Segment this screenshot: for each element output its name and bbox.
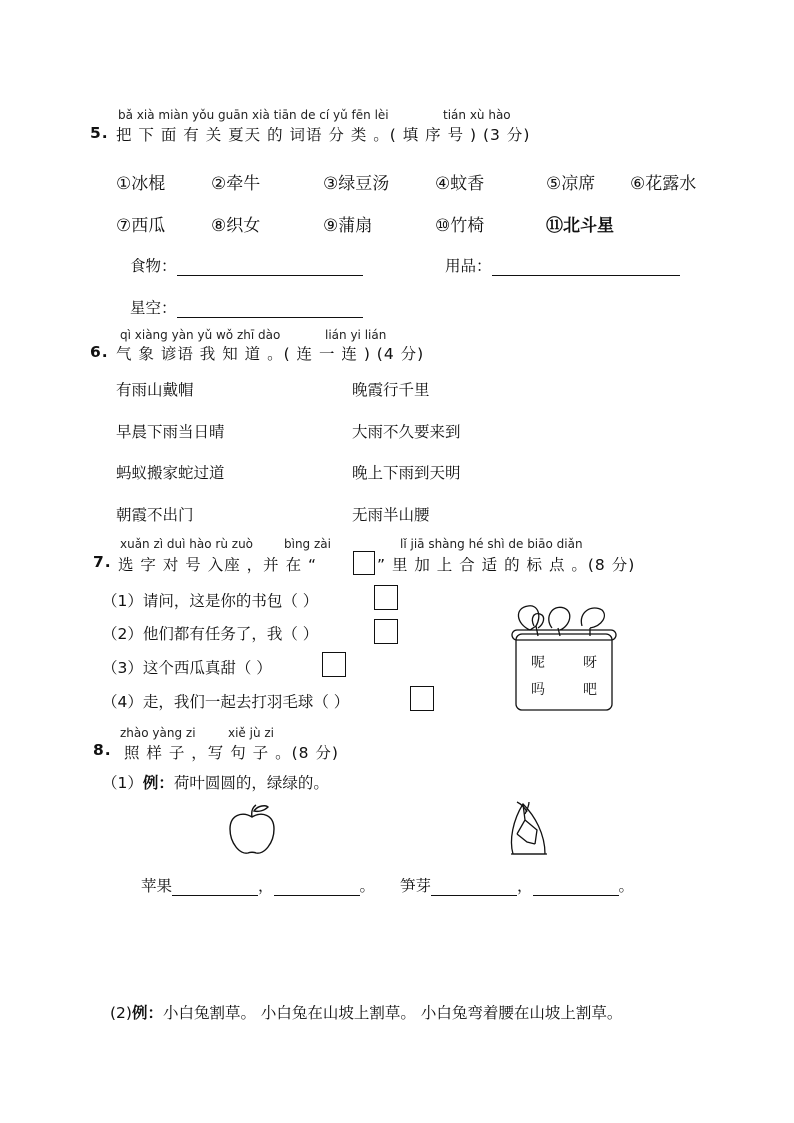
q6-pinyin-a: qì xiàng yàn yǔ wǒ zhī dào <box>120 328 281 342</box>
q7-question-a: 选 字 对 号 入座 ，并 在 “ <box>118 556 318 574</box>
q5-pinyin-a: bǎ xià miàn yǒu guān xià tiān de cí yǔ fēn lèi <box>118 108 389 122</box>
q5-food-row <box>130 254 363 276</box>
q5-option-11: ⑪北斗星 <box>546 216 614 236</box>
q6-right-1[interactable]: 晚霞行千里 <box>352 381 430 399</box>
q7-inline-box <box>353 551 375 575</box>
jar-char-ma[interactable]: 吗 <box>531 682 545 698</box>
q6-left-3[interactable]: 蚂蚁搬家蛇过道 <box>116 464 225 482</box>
q8-example-2 <box>110 1001 622 1023</box>
q7-item-4-box[interactable] <box>410 686 434 711</box>
q8-ex2-text: 小白兔割草。 小白兔在山坡上割草。 小白兔弯着腰在山坡上割草。 <box>162 1004 623 1022</box>
q6-right-3[interactable]: 晚上下雨到天明 <box>352 464 461 482</box>
q8-apple-comma: ， <box>258 877 274 895</box>
q5-option-7: ⑦西瓜 <box>116 216 166 236</box>
q7-item-3: （3）这个西瓜真甜（ ） <box>102 659 272 677</box>
q6-question: 气 象 谚语 我 知 道 。( 连 一 连 ) (4 分) <box>116 345 425 363</box>
q5-question: 把 下 面 有 关 夏天 的 词语 分 类 。( 填 序 号 ) (3 分) <box>116 126 531 144</box>
q5-option-3: ③绿豆汤 <box>323 174 390 194</box>
q7-number: 7. <box>93 553 112 571</box>
q5-items-label: 用品： <box>445 257 492 275</box>
q7-pinyin-b: bìng zài <box>284 537 331 551</box>
q8-bamboo-blank-1[interactable] <box>431 877 517 896</box>
q5-food-blank[interactable] <box>177 257 363 276</box>
jar-illustration <box>508 600 618 714</box>
q8-ex1-label: 例： <box>142 774 174 792</box>
q8-apple-blank-1[interactable] <box>172 877 258 896</box>
jar-char-ne[interactable]: 呢 <box>531 655 545 671</box>
q8-bamboo-period: 。 <box>618 877 635 895</box>
q8-apple-blank-2[interactable] <box>274 877 360 896</box>
q7-item-3-box[interactable] <box>322 652 346 677</box>
q7-item-2: （2）他们都有任务了，我（ ） <box>102 625 319 643</box>
q8-ex1-prefix: （1） <box>102 774 143 792</box>
q7-question-b: ” 里 加 上 合 适 的 标 点 。(8 分) <box>377 556 636 574</box>
q5-sky-label: 星空： <box>130 299 177 317</box>
q5-option-5: ⑤凉席 <box>546 174 596 194</box>
q7-item-4: （4）走，我们一起去打羽毛球（ ） <box>102 693 350 711</box>
q5-items-row <box>445 254 680 276</box>
q8-pinyin-b: xiě jù zi <box>228 726 275 740</box>
q8-apple-period: 。 <box>359 877 376 895</box>
q7-item-2-box[interactable] <box>374 619 398 644</box>
q6-right-4[interactable]: 无雨半山腰 <box>352 506 430 524</box>
q8-bamboo-blank-2[interactable] <box>533 877 619 896</box>
q5-option-2: ②牵牛 <box>211 174 261 194</box>
q5-sky-blank[interactable] <box>177 299 363 318</box>
q8-ex2-label: 例： <box>131 1004 163 1022</box>
q5-option-6: ⑥花露水 <box>630 174 697 194</box>
bamboo-shoot-icon <box>505 800 551 858</box>
q7-pinyin-a: xuǎn zì duì hào rù zuò <box>120 537 254 551</box>
q8-bamboo-label: 笋芽 <box>400 877 432 895</box>
q8-bamboo-row <box>400 874 634 896</box>
q7-item-1-box[interactable] <box>374 585 398 610</box>
q7-pinyin-c: lǐ jiā shàng hé shì de biāo diǎn <box>400 537 583 551</box>
q6-left-2[interactable]: 早晨下雨当日晴 <box>116 423 225 441</box>
apple-icon <box>226 803 278 857</box>
q6-left-4[interactable]: 朝霞不出门 <box>116 506 194 524</box>
q8-apple-label: 苹果 <box>141 877 173 895</box>
q8-ex1-text: 荷叶圆圆的，绿绿的。 <box>173 774 329 792</box>
q5-food-label: 食物： <box>130 257 177 275</box>
q8-apple-row <box>141 874 375 896</box>
q5-pinyin-b: tián xù hào <box>443 108 511 122</box>
q8-pinyin-a: zhào yàng zi <box>120 726 196 740</box>
q8-ex2-prefix: (2) <box>110 1004 132 1022</box>
q8-question: 照 样 子 ，写 句 子 。(8 分) <box>124 744 339 762</box>
q6-pinyin-b: lián yi lián <box>325 328 387 342</box>
jar-char-ba[interactable]: 吧 <box>583 682 597 698</box>
q7-item-1: （1）请问，这是你的书包（ ） <box>102 592 319 610</box>
q5-sky-row <box>130 296 363 318</box>
q8-example-1 <box>102 771 329 793</box>
jar-char-ya[interactable]: 呀 <box>583 655 597 671</box>
q6-left-1[interactable]: 有雨山戴帽 <box>116 381 194 399</box>
q6-right-2[interactable]: 大雨不久要来到 <box>352 423 461 441</box>
q5-option-8: ⑧织女 <box>211 216 261 236</box>
q8-number: 8. <box>93 741 112 759</box>
q5-option-4: ④蚊香 <box>435 174 485 194</box>
q6-number: 6. <box>90 343 109 361</box>
q5-option-1: ①冰棍 <box>116 174 166 194</box>
q5-items-blank[interactable] <box>492 257 680 276</box>
q5-option-9: ⑨蒲扇 <box>323 216 373 236</box>
q5-number: 5. <box>90 124 109 142</box>
q5-option-10: ⑩竹椅 <box>435 216 485 236</box>
q8-bamboo-comma: ， <box>517 877 533 895</box>
